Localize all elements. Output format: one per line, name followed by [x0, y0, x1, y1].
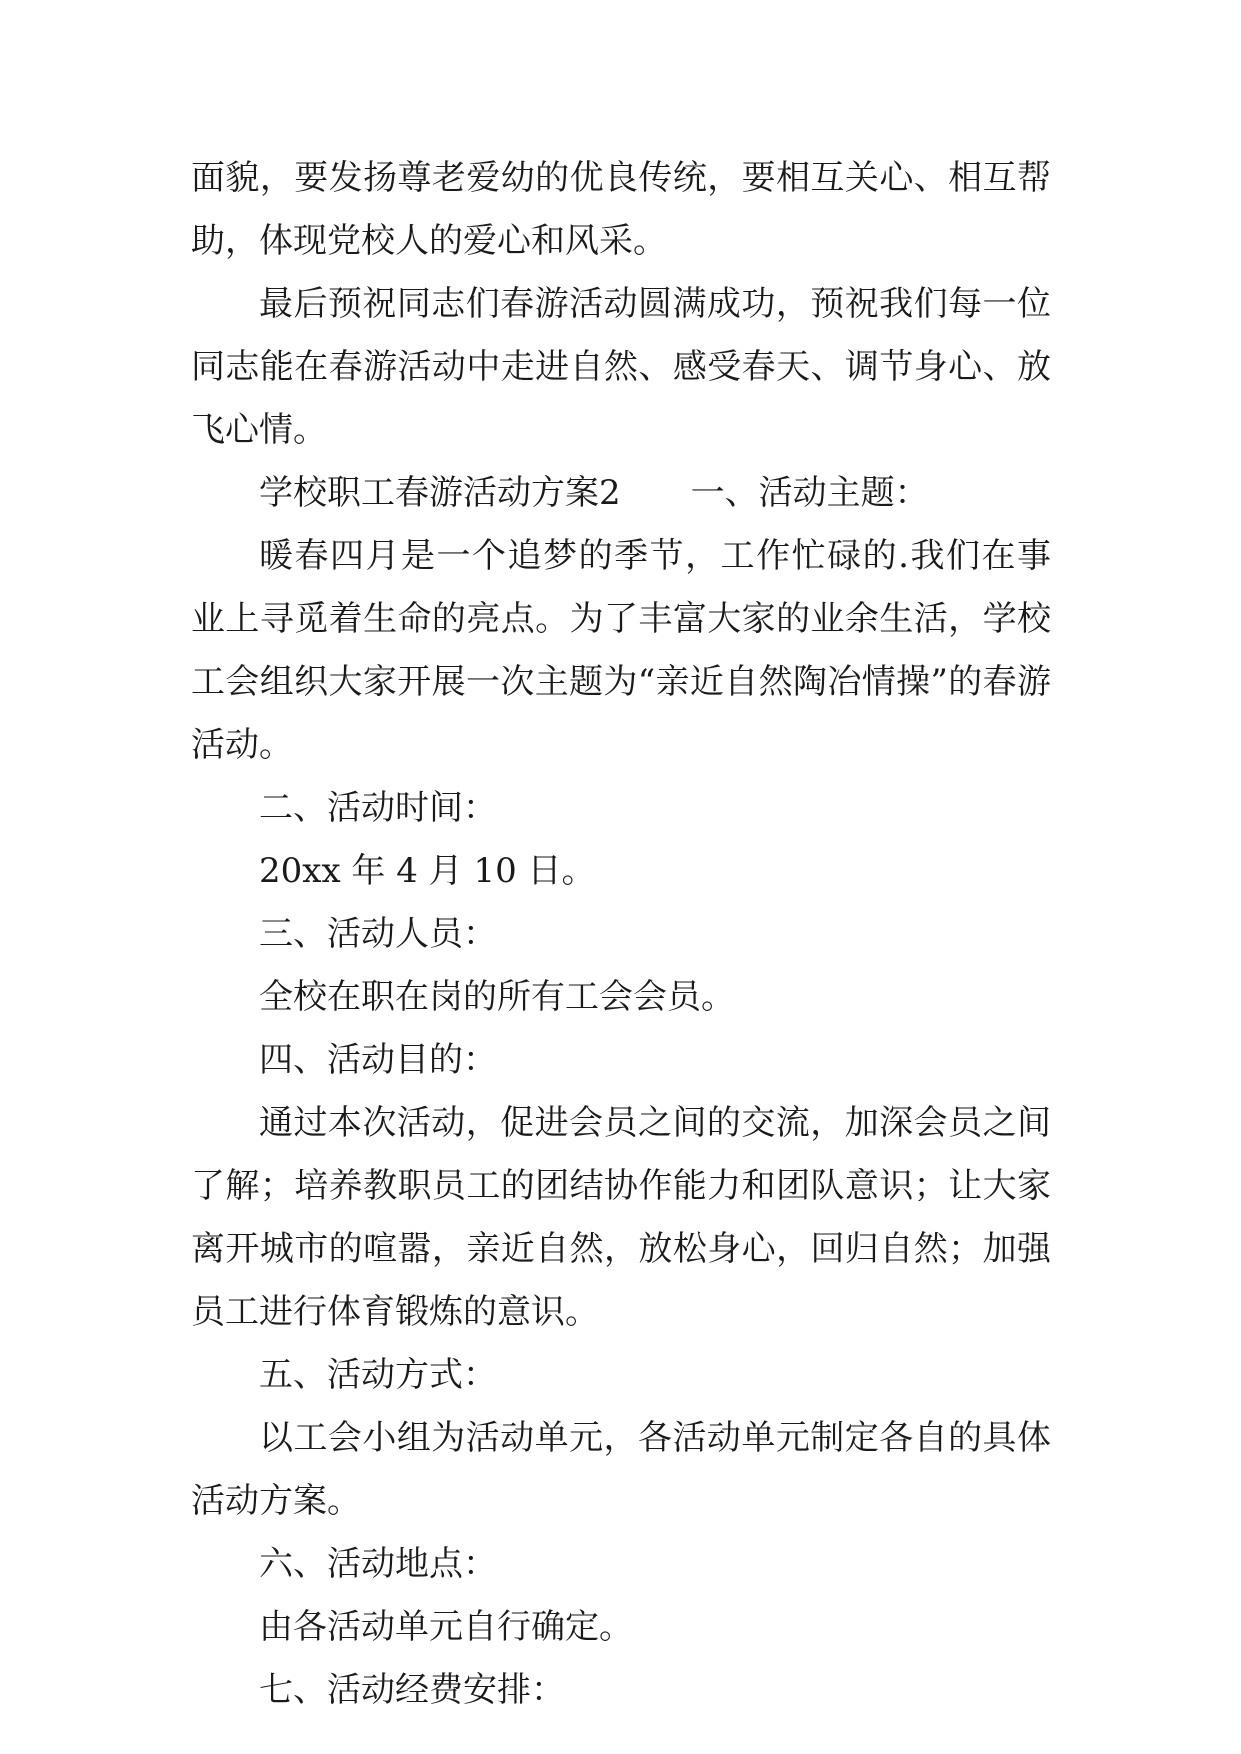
paragraph-purpose: 通过本次活动，促进会员之间的交流，加深会员之间了解；培养教职员工的团结协作能力和团队意识；让大家离开城市的喧嚣，亲近自然，放松身心，回归自然；加强员工进行体育锻炼的意识。: [191, 1103, 1051, 1332]
paragraph-participants: 全校在职在岗的所有工会会员。: [259, 977, 735, 1017]
section-heading-time: 二、活动时间：: [259, 788, 497, 828]
section-heading-theme: 一、活动主题：: [690, 473, 929, 513]
paragraph-method: 以工会小组为活动单元，各活动单元制定各自的具体活动方案。: [191, 1418, 1051, 1521]
paragraph-theme: 暖春四月是一个追梦的季节，工作忙碌的.我们在事业上寻觅着生命的亮点。为了丰富大家的业余生活，学校工会组织大家开展一次主题为“亲近自然陶冶情操”的春游活动。: [191, 536, 1051, 765]
paragraph-plan-heading: [191, 462, 1051, 525]
paragraph-continuation: 面貌，要发扬尊老爱幼的优良传统，要相互关心、相互帮助，体现党校人的爱心和风采。: [191, 158, 1051, 261]
paragraph-time: 20xx 年 4 月 10 日。: [259, 851, 596, 891]
document-body: [191, 147, 1051, 1722]
paragraph-location: 由各活动单元自行确定。: [259, 1607, 633, 1647]
section-heading-method: 五、活动方式：: [259, 1355, 497, 1395]
section-heading-location: 六、活动地点：: [259, 1544, 497, 1584]
plan-title: 学校职工春游活动方案2: [259, 473, 621, 513]
section-heading-purpose: 四、活动目的：: [259, 1040, 497, 1080]
section-heading-budget: 七、活动经费安排：: [259, 1670, 565, 1710]
paragraph-closing-wishes: 最后预祝同志们春游活动圆满成功，预祝我们每一位同志能在春游活动中走进自然、感受春天、调节身心、放飞心情。: [191, 284, 1051, 450]
section-heading-participants: 三、活动人员：: [259, 914, 497, 954]
